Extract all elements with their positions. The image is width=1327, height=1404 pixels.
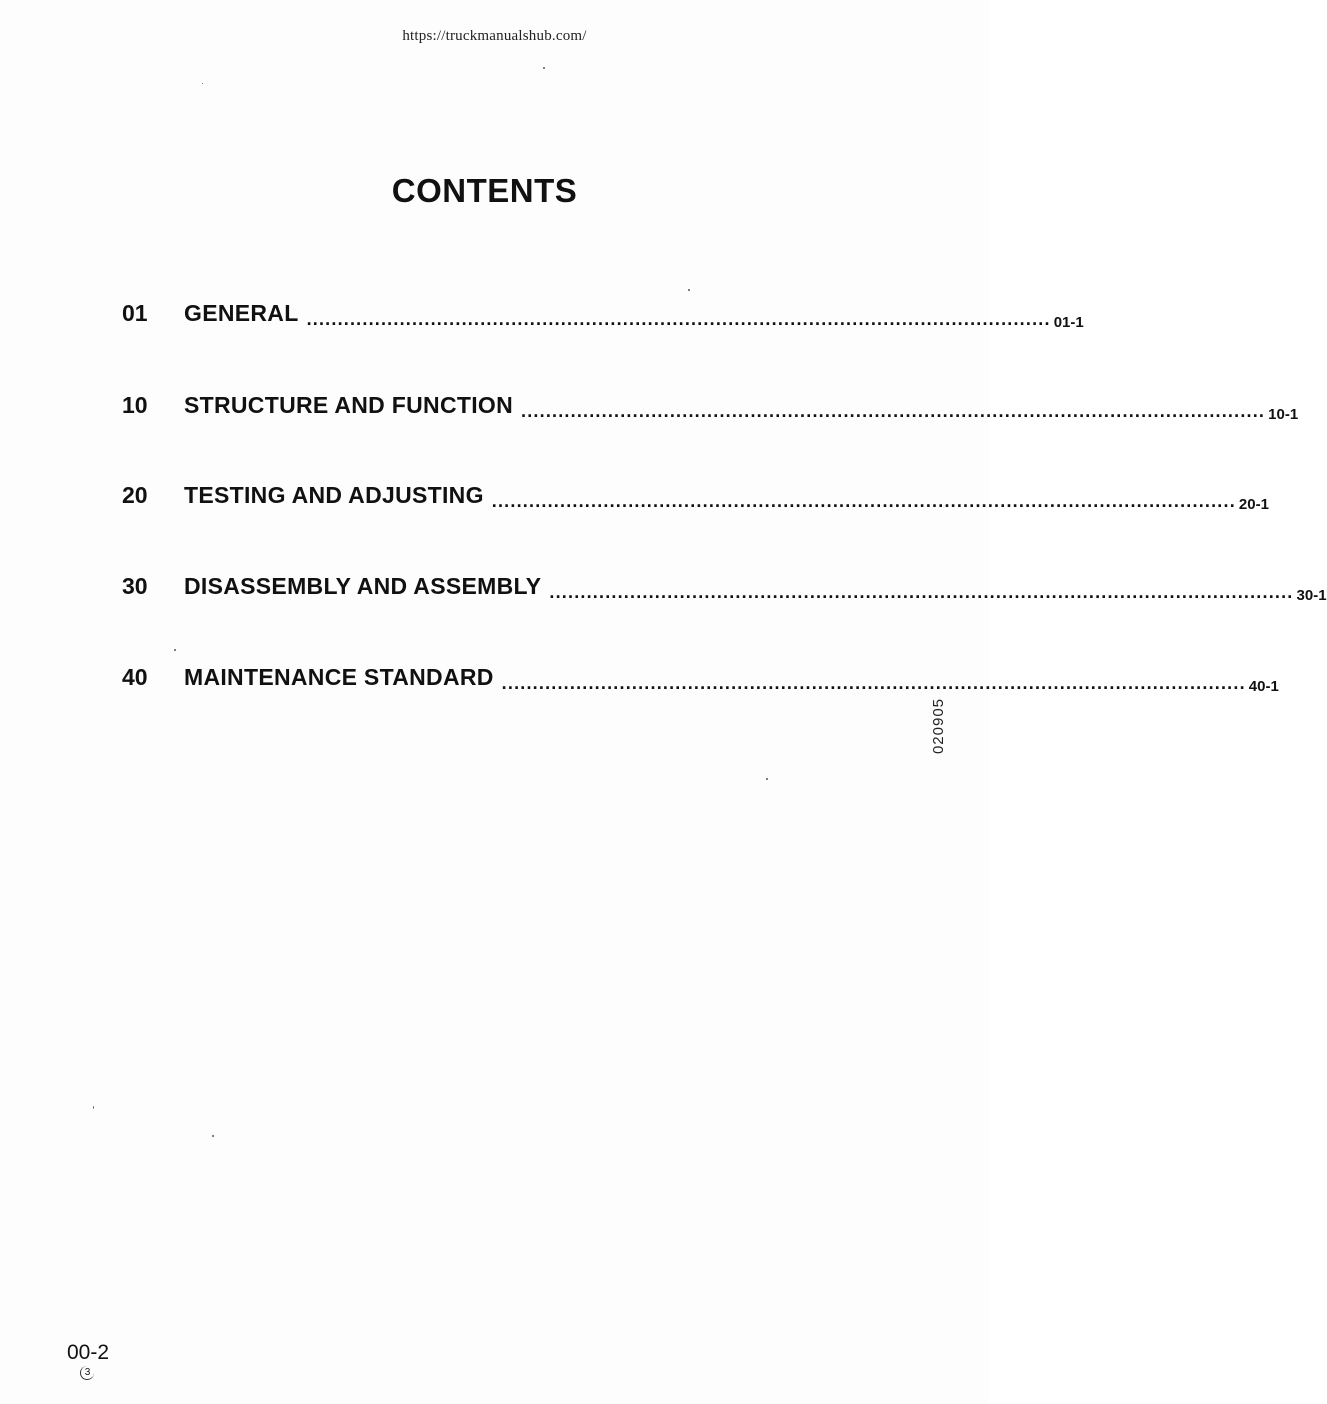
toc-section-title: DISASSEMBLY AND ASSEMBLY xyxy=(184,573,542,599)
toc-entry-maintenance-standard[interactable] xyxy=(122,664,1279,704)
page-number: 00-2 xyxy=(67,1341,110,1364)
toc-section-number: 01 xyxy=(122,300,148,326)
scan-speck xyxy=(174,649,176,651)
dot-leader: ........................................................................................................................ xyxy=(501,673,1246,693)
toc-page-ref: 40-1 xyxy=(1248,678,1279,695)
toc-page-ref: 30-1 xyxy=(1296,587,1327,604)
toc-entry-general[interactable] xyxy=(122,300,1084,340)
page-title: CONTENTS xyxy=(391,172,578,209)
scan-speck xyxy=(93,1106,94,1109)
scan-speck xyxy=(543,67,545,69)
toc-section-title: TESTING AND ADJUSTING xyxy=(184,482,484,508)
toc-section-number: 10 xyxy=(122,392,148,418)
dot-leader: ........................................................................................................................ xyxy=(491,491,1236,511)
toc-entry-structure-and-function[interactable] xyxy=(122,392,1299,432)
toc-section-number: 20 xyxy=(122,482,148,508)
toc-entry-disassembly-and-assembly[interactable] xyxy=(122,573,1327,613)
toc-section-number: 30 xyxy=(122,573,148,599)
toc-section-number: 40 xyxy=(122,664,148,690)
toc-page-ref: 10-1 xyxy=(1268,406,1299,423)
source-url[interactable]: https://truckmanualshub.com/ xyxy=(402,28,587,44)
toc-entry-testing-and-adjusting[interactable] xyxy=(122,482,1269,522)
toc-section-title: GENERAL xyxy=(184,300,299,326)
scan-speck xyxy=(202,83,203,84)
document-code: 020905 xyxy=(930,697,947,755)
toc-section-title: STRUCTURE AND FUNCTION xyxy=(184,392,514,418)
revision-mark: 3 xyxy=(80,1366,94,1380)
scan-speck xyxy=(688,289,690,291)
scan-speck xyxy=(766,778,768,780)
toc-page-ref: 20-1 xyxy=(1238,496,1269,513)
dot-leader: ........................................................................................................................ xyxy=(521,401,1266,421)
toc-section-title: MAINTENANCE STANDARD xyxy=(184,664,494,690)
dot-leader: ........................................................................................................................ xyxy=(306,309,1051,329)
dot-leader: ........................................................................................................................ xyxy=(549,582,1294,602)
scan-speck xyxy=(212,1135,214,1137)
toc-page-ref: 01-1 xyxy=(1053,314,1084,331)
